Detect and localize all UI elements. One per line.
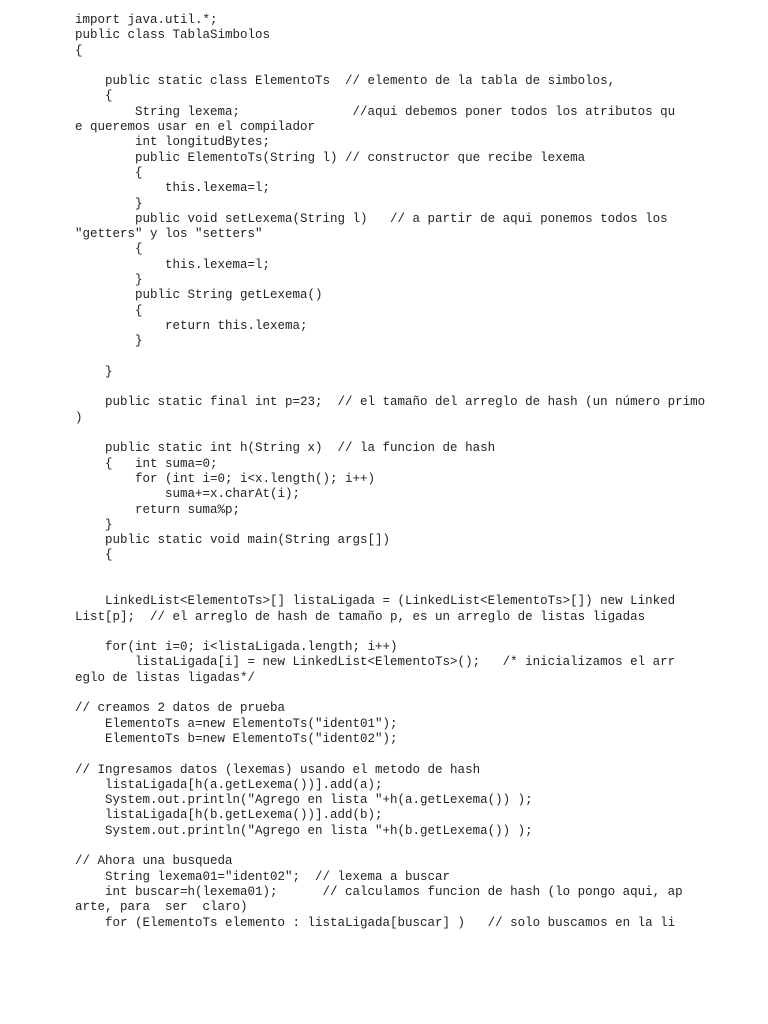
code-line xyxy=(75,747,705,762)
code-line: { xyxy=(75,242,143,257)
code-line: ElementoTs a=new ElementoTs("ident01"); xyxy=(75,716,398,731)
code-line: { xyxy=(75,548,113,563)
code-line xyxy=(75,426,705,441)
code-line: // Ingresamos datos (lexemas) usando el metodo de hash xyxy=(75,762,481,777)
code-line: int buscar=h(lexema01); // calculamos funcion de hash (lo pongo aqui, ap xyxy=(75,884,683,899)
code-line: ) xyxy=(75,410,83,425)
code-line: public static final int p=23; // el tamaño del arreglo de hash (un número primo xyxy=(75,395,706,410)
code-line: public ElementoTs(String l) // constructor que recibe lexema xyxy=(75,150,586,165)
code-line: System.out.println("Agrego en lista "+h(b.getLexema()) ); xyxy=(75,823,533,838)
code-line: for (ElementoTs elemento : listaLigada[buscar] ) // solo buscamos en la li xyxy=(75,915,676,930)
code-line xyxy=(75,625,705,640)
code-line xyxy=(75,380,705,395)
code-line: { xyxy=(75,303,143,318)
code-line: "getters" y los "setters" xyxy=(75,227,263,242)
code-line: } xyxy=(75,334,143,349)
code-line xyxy=(75,59,705,74)
code-line: this.lexema=l; xyxy=(75,181,271,196)
code-line: this.lexema=l; xyxy=(75,257,271,272)
code-line: listaLigada[h(b.getLexema())].add(b); xyxy=(75,808,383,823)
code-line: public static class ElementoTs // elemento de la tabla de simbolos, xyxy=(75,74,616,89)
code-line xyxy=(75,839,705,854)
code-line: public void setLexema(String l) // a partir de aqui ponemos todos los xyxy=(75,211,668,226)
code-line: public static void main(String args[]) xyxy=(75,533,391,548)
code-line: eglo de listas ligadas*/ xyxy=(75,670,256,685)
code-line: for(int i=0; i<listaLigada.length; i++) xyxy=(75,640,398,655)
code-line: String lexema; //aqui debemos poner todos los atributos qu xyxy=(75,104,676,119)
code-line: } xyxy=(75,517,113,532)
code-line xyxy=(75,564,705,579)
code-line xyxy=(75,579,705,594)
code-line: public class TablaSimbolos xyxy=(75,28,271,43)
code-line: List[p]; // el arreglo de hash de tamaño p, es un arreglo de listas ligadas xyxy=(75,609,646,624)
code-line: import java.util.*; xyxy=(75,13,218,27)
code-line: // Ahora una busqueda xyxy=(75,854,233,869)
code-line: { int suma=0; xyxy=(75,456,218,471)
code-line: public String getLexema() xyxy=(75,288,323,303)
code-line: { xyxy=(75,89,113,104)
code-line: } xyxy=(75,273,143,288)
code-line: suma+=x.charAt(i); xyxy=(75,487,301,502)
code-line xyxy=(75,350,705,365)
code-line: int longitudBytes; xyxy=(75,135,271,150)
code-line: String lexema01="ident02"; // lexema a buscar xyxy=(75,869,451,884)
code-listing xyxy=(75,13,705,931)
code-line: // creamos 2 datos de prueba xyxy=(75,701,286,716)
code-line xyxy=(75,686,705,701)
code-line: LinkedList<ElementoTs>[] listaLigada = (LinkedList<ElementoTs>[]) new Linked xyxy=(75,594,676,609)
code-line: } xyxy=(75,364,113,379)
code-line: { xyxy=(75,165,143,180)
code-line: listaLigada[h(a.getLexema())].add(a); xyxy=(75,777,383,792)
code-line: return this.lexema; xyxy=(75,318,308,333)
code-line: System.out.println("Agrego en lista "+h(a.getLexema()) ); xyxy=(75,793,533,808)
code-line: e queremos usar en el compilador xyxy=(75,120,316,135)
code-line: { xyxy=(75,43,83,58)
code-line: public static int h(String x) // la funcion de hash xyxy=(75,441,496,456)
code-line: arte, para ser claro) xyxy=(75,900,248,915)
code-line: return suma%p; xyxy=(75,502,241,517)
code-line: } xyxy=(75,196,143,211)
code-line: ElementoTs b=new ElementoTs("ident02"); xyxy=(75,731,398,746)
code-line: for (int i=0; i<x.length(); i++) xyxy=(75,471,376,486)
code-line: listaLigada[i] = new LinkedList<ElementoTs>(); /* inicializamos el arr xyxy=(75,655,676,670)
